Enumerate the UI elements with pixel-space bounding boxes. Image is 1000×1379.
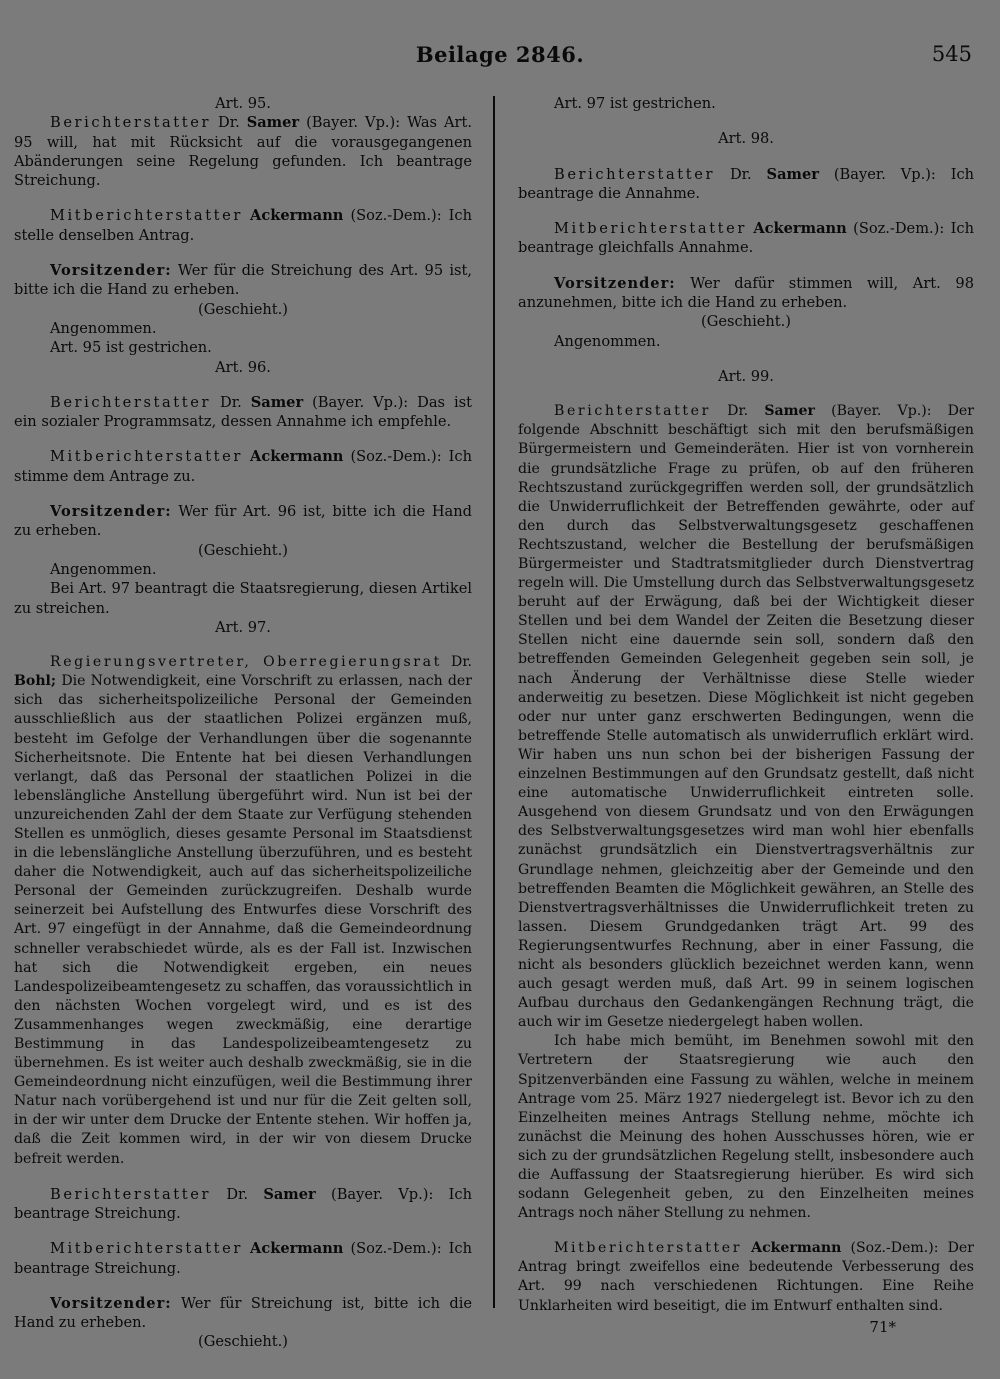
- column-divider: [493, 96, 495, 1308]
- article-heading: Art. 99.: [718, 367, 774, 385]
- speaker-role: Mitberichterstatter: [50, 1240, 243, 1258]
- speaker-name: Samer: [764, 403, 815, 420]
- paragraph: [14, 206, 472, 245]
- result-note: Art. 97 ist gestrichen.: [554, 95, 716, 112]
- speech-text: (Soz.-Dem.): Der Antrag bringt zweifellos eine bedeutende Verbesserung des Art. 99 nach verschiedenen Richtungen. Eine Reihe Unklarheiten wird beseitigt, die im Entwurf enthalten sind.: [518, 1240, 974, 1314]
- speaker-name: Ackermann: [751, 1240, 842, 1257]
- right-column: [518, 94, 974, 1332]
- paragraph: Bei Art. 97 beantragt die Staatsregierung, diesen Artikel zu streichen.: [14, 580, 472, 617]
- article-heading: Art. 95.: [215, 95, 271, 112]
- page-header-title: Beilage 2846.: [415, 42, 585, 67]
- speech-text: Wer für Art. 96 ist, bitte ich die Hand zu erheben.: [14, 503, 472, 540]
- speaker-role: Mitberichterstatter: [554, 220, 747, 238]
- speech-text: Wer für die Streichung des Art. 95 ist, bitte ich die Hand zu erheben.: [14, 262, 473, 299]
- speech-text: (Bayer. Vp.): Der folgende Abschnitt beschäftigt sich mit den berufsmäßigen Bürgermeistern und Gemeinderäten. Hier ist von vornherein die grundsätzliche Frage zu prüfen, ob auf den früheren Rechtszustand zurückgegriffen werden soll, der grundsätzlich die Unwiderruflichkeit der Betreffenden gewährte, oder auf den durch das Selbstverwaltungsgesetz geschaffenen Rechtszustand, welcher die Bestellung der berufsmäßigen Bürgermeister und Stadtratsmitglieder durch Dienstvertrag regeln will. Die Umstellung durch das Selbstverwaltungsgesetz beruht auf der Erwägung, daß bei der Wichtigkeit dieser Stellen und bei dem Wandel der Zeiten die Besetzung dieser Stellen nicht eine dauernde sein soll, sondern daß den betreffenden Gemeinden Gelegenheit gegeben sein soll, je nach Änderung der Verhältnisse diese Stelle wieder anderweitig zu besetzen. Diese Möglichkeit ist nicht gegeben oder nur unter ganz erschwerten Bedingungen, wenn die betreffende Stelle automatisch als unwiderruflich erklärt wird. Wir haben uns nun schon bei der bisherigen Fassung der einzelnen Bestimmungen auf den Grundsatz gestellt, daß nicht eine automatische Unwiderruflichkeit eintreten solle. Ausgehend von diesem Grundsatz und von den Erwägungen des Selbstverwaltungsgesetzes wird man wohl hier ebenfalls zunächst grundsätzlich ein Dienstvertragsverhältnis zur Grundlage nehmen, gleichzeitig aber der Gemeinde und den betreffenden Beamten die Möglichkeit gewähren, an Stelle des Dienstvertragsverhältnisses die Unwiderruflichkeit treten zu lassen. Diesem Grundgedanken trägt Art. 99 des Regierungsentwurfes Rechnung, aber in einer Fassung, die nicht als besonders glücklich bezeichnet werden kann, wenn auch gesagt werden muß, daß Art. 99 in seinem logischen Aufbau durchaus den Gedankengängen Rechnung trägt, die auch wir im Gesetze niedergelegt haben wollen.: [518, 403, 975, 1031]
- left-column: [14, 94, 472, 1352]
- speaker-role: Berichterstatter: [50, 1185, 212, 1203]
- paragraph: [14, 1294, 472, 1333]
- paragraph: [518, 274, 974, 313]
- speaker-role: Regierungsvertreter, Oberregierungsrat: [50, 654, 442, 671]
- speech-text: (Soz.-Dem.): Ich beantrage gleichfalls Annahme.: [518, 220, 974, 257]
- paragraph: [14, 261, 472, 300]
- event-note: (Geschieht.): [701, 313, 791, 331]
- paragraph: [518, 402, 974, 1032]
- speech-text: Die Notwendigkeit, eine Vorschrift zu erlassen, nach der sich das sicherheitspolizeiliche Personal der Gemeinden ausschließlich aus der staatlichen Polizei ergänzen muß, besteht im Gefolge der Verhandlungen über die sogenannte Sicherheitsnote. Die Entente hat bei diesen Verhandlungen verlangt, daß das Personal der staatlichen Polizei in die lebenslängliche Anstellung übergeführt wird. Nun ist bei der unzureichenden Zahl der dem Staate zur Verfügung stehenden Stellen es unmöglich, dieses gesamte Personal im Staatsdienst in die lebenslängliche Anstellung überzuführen, und es besteht daher die Notwendigkeit, auch auf das sicherheitspolizeiliche Personal der Gemeinden zurückzugreifen. Deshalb wurde seinerzeit bei Aufstellung des Entwurfes diese Vorschrift des Art. 97 eingefügt in der Annahme, daß die Gemeindeordnung schneller verabschiedet würde, als es der Fall ist. Inzwischen hat sich die Notwendigkeit ergeben, ein neues Landespolizeibeamtengesetz zu schaffen, das voraussichtlich in den nächsten Wochen vorgelegt wird, und es ist des Zusammenhanges wegen zweckmäßig, eine derartige Bestimmung in das Landespolizeibeamtengesetz zu übernehmen. Es ist weiter auch deshalb zweckmäßig, sie in die Gemeindeordnung nicht einzufügen, weil die Bestimmung ihrer Natur nach vorübergehend ist und nur für die Zeit gelten soll, in der wir unter dem Drucke der Entente stehen. Wir hoffen ja, daß die Zeit kommen wird, in der wir von diesem Drucke befreit werden.: [14, 673, 473, 1167]
- speech-text: (Soz.-Dem.): Ich stimme dem Antrage zu.: [14, 448, 473, 485]
- paragraph: [14, 113, 472, 190]
- speech-text: (Bayer. Vp.): Das ist ein sozialer Programmsatz, dessen Annahme ich empfehle.: [14, 393, 473, 431]
- speaker-role: Mitberichterstatter: [554, 1240, 743, 1257]
- speaker-name: Ackermann: [250, 448, 344, 466]
- speaker-role: Berichterstatter: [50, 114, 212, 132]
- speaker-name: Bohl;: [14, 673, 57, 690]
- speech-text: (Soz.-Dem.): Ich stelle denselben Antrag.: [14, 207, 473, 244]
- paragraph: [518, 1239, 974, 1315]
- paragraph: Ich habe mich bemüht, im Benehmen sowohl mit den Vertretern der Staatsregierung wie auch den Spitzenverbänden eine Fassung zu wählen, welche in meinem Antrage vom 25. März 1927 niedergelegt ist. Bevor ich zu den Einzelheiten meines Antrags Stellung nehme, möchte ich zunächst die Meinung des hohen Ausschusses hören, wie er sich zu der grundsätzlichen Regelung stellt, insbesondere auch die Auffassung der Staatsregierung hierüber. Es wird sich sodann Gelegenheit geben, zu den Einzelheiten meines Antrags noch näher Stellung zu nehmen.: [518, 1033, 974, 1222]
- event-note: (Geschieht.): [198, 300, 288, 318]
- speaker-title: Dr.: [727, 403, 749, 420]
- result-note: Art. 95 ist gestrichen.: [50, 339, 212, 357]
- speaker-role: Berichterstatter: [554, 403, 711, 420]
- speaker-name: Samer: [246, 114, 300, 132]
- speech-text: Wer für Streichung ist, bitte ich die Hand zu erheben.: [14, 1294, 473, 1332]
- paragraph: [14, 447, 472, 486]
- article-heading: Art. 98.: [718, 130, 774, 148]
- speaker-title: Dr.: [220, 393, 242, 411]
- event-note: (Geschieht.): [198, 1333, 288, 1351]
- speech-text: (Bayer. Vp.): Ich beantrage Streichung.: [14, 1185, 473, 1222]
- chair-label: Vorsitzender:: [50, 262, 172, 280]
- chair-label: Vorsitzender:: [50, 503, 172, 521]
- speaker-title: Dr.: [451, 654, 472, 671]
- paragraph: [518, 165, 974, 204]
- speaker-name: Samer: [766, 165, 819, 183]
- page-number: 545: [931, 42, 972, 66]
- speaker-name: Ackermann: [250, 1240, 344, 1258]
- speech-text: (Bayer. Vp.): Was Art. 95 will, hat mit Rücksicht auf die vorausgegangenen Abänderungen seine Regelung gefunden. Ich beantrage Streichung.: [14, 114, 472, 190]
- printer-signature: 71*: [869, 1318, 896, 1336]
- article-heading: Art. 97.: [215, 618, 271, 636]
- speaker-role: Berichterstatter: [50, 393, 212, 411]
- speech-text: (Soz.-Dem.): Ich beantrage Streichung.: [14, 1240, 473, 1277]
- paragraph: [14, 1185, 472, 1224]
- speech-text: (Bayer. Vp.): Ich beantrage die Annahme.: [518, 165, 975, 202]
- paragraph: [14, 653, 472, 1169]
- speaker-name: Samer: [263, 1185, 316, 1203]
- speaker-title: Dr.: [218, 114, 240, 132]
- speaker-title: Dr.: [226, 1185, 249, 1203]
- result-note: Angenommen.: [50, 319, 157, 337]
- result-note: Angenommen.: [554, 332, 661, 350]
- article-heading: Art. 96.: [215, 358, 271, 376]
- paragraph: [14, 502, 472, 541]
- paragraph: [14, 393, 472, 432]
- event-note: (Geschieht.): [198, 541, 288, 559]
- speaker-role: Mitberichterstatter: [50, 448, 243, 466]
- speaker-name: Samer: [250, 393, 304, 411]
- speaker-name: Ackermann: [753, 220, 847, 238]
- speaker-role: Berichterstatter: [554, 165, 716, 183]
- paragraph: [518, 219, 974, 258]
- chair-label: Vorsitzender:: [554, 274, 676, 292]
- speaker-role: Mitberichterstatter: [50, 207, 243, 225]
- speaker-name: Ackermann: [250, 207, 344, 225]
- speech-text: Wer dafür stimmen will, Art. 98 anzunehmen, bitte ich die Hand zu erheben.: [518, 274, 974, 312]
- paragraph: [14, 1239, 472, 1278]
- result-note: Angenommen.: [50, 560, 157, 578]
- speaker-title: Dr.: [729, 165, 752, 183]
- chair-label: Vorsitzender:: [50, 1294, 172, 1312]
